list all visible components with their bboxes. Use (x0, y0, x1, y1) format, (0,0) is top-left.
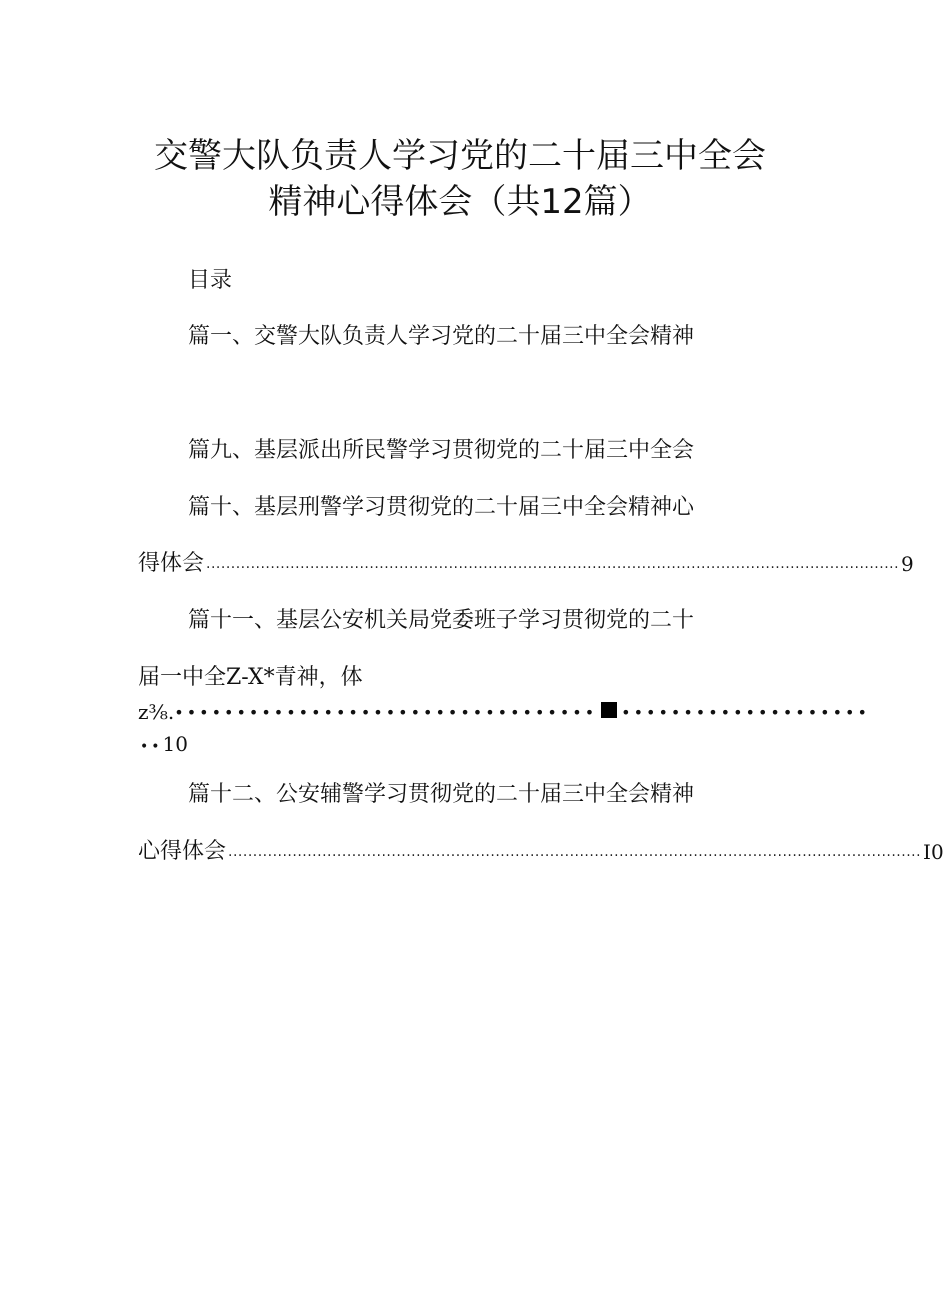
toc-entry-12-line1[interactable]: 篇十二、公安辅警学习贯彻党的二十届三中全会精神 (188, 782, 695, 807)
toc-entry-12-page: I0 (923, 840, 944, 864)
toc-entry-9[interactable]: 篇九、基层派出所民警学习贯彻党的二十届三中全会 (188, 438, 695, 463)
toc-entry-10-page: 9 (901, 552, 914, 576)
toc-entry-12-text: 心得体会 (138, 839, 227, 864)
toc-entry-11-line1[interactable]: 篇十一、基层公安机关局党委班子学习贯彻党的二十 (188, 608, 695, 633)
square-glyph-icon (601, 702, 617, 718)
toc-entry-12-line2[interactable] (138, 837, 944, 867)
toc-entry-11-line4-dots: •• (140, 739, 163, 755)
toc-entry-10-line2[interactable] (138, 549, 914, 579)
toc-leader-dots: ............................................................................................................................................ (228, 844, 922, 860)
toc-entry-11-page: 10 (162, 732, 188, 756)
toc-entry-10-text: 得体会 (138, 551, 205, 576)
toc-entry-10-line1[interactable]: 篇十、基层刑警学习贯彻党的二十届三中全会精神心 (188, 495, 695, 520)
toc-entry-11-line2[interactable] (138, 663, 363, 693)
toc-leader-dots: ............................................................................................................................................ (206, 556, 900, 572)
toc-entry-11-line3-prefix: z⅜. (138, 700, 175, 724)
toc-entry-11-line4 (140, 732, 188, 756)
document-title-line2: 精神心得体会（共12篇） (268, 182, 652, 222)
toc-heading: 目录 (188, 268, 233, 293)
toc-entry-11-line3 (138, 698, 870, 726)
toc-entry-11-line2-a: 届一中全 (138, 665, 227, 690)
toc-entry-11-line2-c: 青神，体 (274, 665, 363, 690)
toc-entry-1[interactable]: 篇一、交警大队负责人学习党的二十届三中全会精神 (188, 324, 695, 349)
toc-entry-11-line2-b: Z-X* (226, 665, 275, 690)
document-title-line1: 交警大队负责人学习党的二十届三中全会 (154, 136, 766, 176)
toc-leader-bigdots: •••••••••••••••••••••••••••••••••• •••••••••••••••••••• (174, 703, 870, 722)
